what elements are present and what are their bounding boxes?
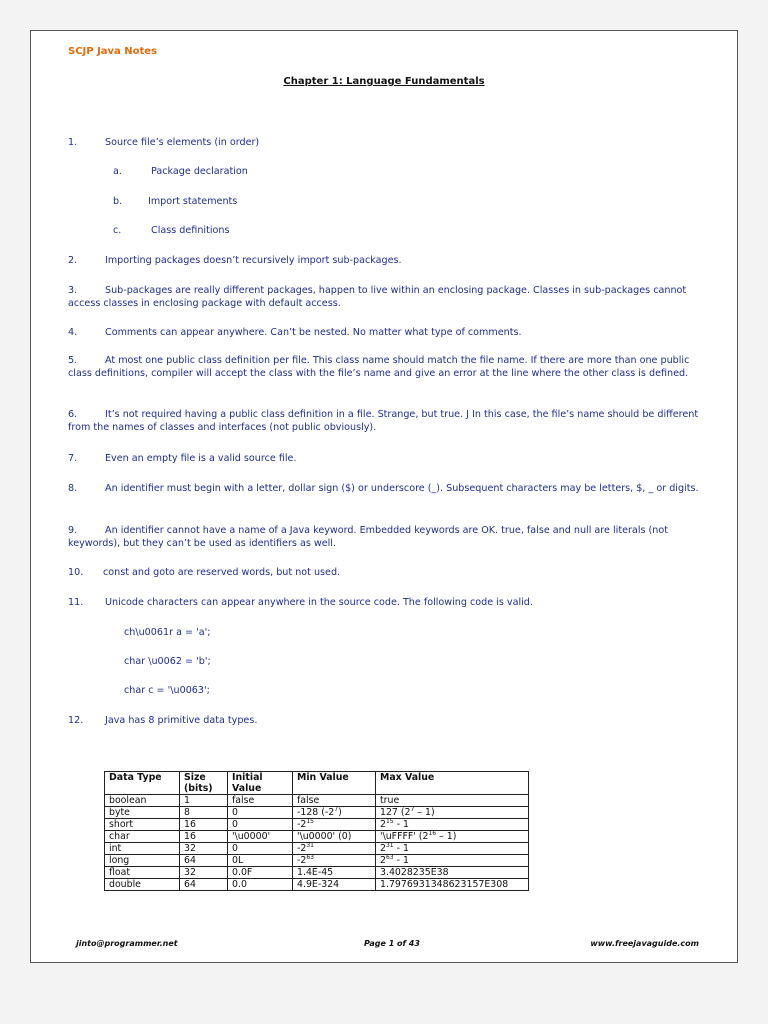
cell-initial-value: false [228,795,293,807]
cell-size: 32 [180,843,228,855]
cell-max-value-exponent: 15 [385,817,394,825]
table-body [105,795,529,891]
list-item [68,354,708,380]
header-size: Size (bits) [180,772,228,795]
cell-min-value [293,795,376,807]
code-line: ch\u0061r a = 'a'; [124,627,211,638]
cell-data-type: boolean [105,795,180,807]
cell-max-value-base: 2 [380,843,386,854]
cell-size: 16 [180,831,228,843]
sub-letter: c. [113,225,122,236]
table-row [105,843,529,855]
cell-data-type: float [105,867,180,879]
cell-size: 32 [180,867,228,879]
cell-max-value-base: true [380,795,400,806]
cell-min-value-base: '\u0000' (0) [297,831,352,842]
item-text: Sub-packages are really different packages, happen to live within an enclosing package. Classes in sub-packages cannot access classes in enclosing package with default access. [68,285,687,309]
cell-min-value-exponent: 7 [334,805,339,813]
item-text: An identifier must begin with a letter, dollar sign ($) or underscore (_). Subsequent characters may be letters, $, _ or digits. [105,483,699,494]
list-item [68,254,708,267]
cell-max-value [376,831,529,843]
list-item [68,524,708,550]
item-number: 2. [68,255,78,266]
item-number: 3. [68,285,78,296]
cell-max-value-base: 2 [380,819,386,830]
cell-min-value [293,807,376,819]
footer-page-number: Page 1 of 43 [364,939,420,948]
item-number: 1. [68,137,78,148]
list-item [68,482,708,495]
cell-initial-value: 0 [228,807,293,819]
cell-size: 1 [180,795,228,807]
sub-letter: b. [113,196,123,207]
cell-max-value-tail: – 1) [436,831,457,842]
table-row [105,819,529,831]
cell-initial-value: 0L [228,855,293,867]
item-number: 5. [68,355,78,366]
header-data-type: Data Type [105,772,180,795]
cell-data-type: long [105,855,180,867]
item-text: Importing packages doesn’t recursively import sub-packages. [105,255,402,266]
list-item [68,408,708,434]
cell-data-type: double [105,879,180,891]
cell-size: 16 [180,819,228,831]
primitive-types-table [104,771,529,891]
item-number: 6. [68,409,78,420]
table-row [105,855,529,867]
sub-item [113,224,229,237]
list-item [68,566,708,579]
sub-text: Class definitions [151,225,230,236]
cell-max-value [376,795,529,807]
cell-min-value-exponent: 15 [306,817,314,825]
table-row [105,831,529,843]
cell-min-value-base: -2 [297,843,307,854]
item-text: Java has 8 primitive data types. [105,715,258,726]
item-number: 7. [68,453,78,464]
cell-max-value [376,879,529,891]
cell-initial-value: 0.0F [228,867,293,879]
table-row [105,795,529,807]
item-text: Even an empty file is a valid source file. [105,453,297,464]
cell-min-value-base: 1.4E-45 [297,867,334,878]
table-row [105,879,529,891]
cell-min-value-exponent: 31 [306,841,314,849]
code-line: char \u0062 = 'b'; [124,656,211,667]
cell-data-type: byte [105,807,180,819]
cell-max-value [376,819,529,831]
list-item [68,596,708,609]
header-initial-value: Initial Value [228,772,293,795]
cell-min-value-base: -128 (-2 [297,807,335,818]
item-text: Source file’s elements (in order) [105,137,260,148]
cell-max-value-tail: – 1) [414,807,435,818]
header-title: SCJP Java Notes [68,46,158,57]
document-page [30,30,738,963]
cell-size: 8 [180,807,228,819]
cell-initial-value: 0.0 [228,879,293,891]
sub-text: Import statements [148,196,238,207]
item-text: Comments can appear anywhere. Can’t be nested. No matter what type of comments. [105,327,522,338]
cell-data-type: short [105,819,180,831]
item-text: An identifier cannot have a name of a Java keyword. Embedded keywords are OK. true, false and null are literals (not keywords), but they can’t be used as identifiers as well. [68,525,668,549]
item-text: const and goto are reserved words, but not used. [103,567,341,578]
item-number: 9. [68,525,78,536]
item-number: 8. [68,483,78,494]
cell-initial-value: 0 [228,819,293,831]
list-item [68,452,708,465]
cell-initial-value: '\u0000' [228,831,293,843]
header-min-value: Min Value [293,772,376,795]
list-item [68,284,708,310]
list-item [68,326,708,339]
cell-min-value [293,819,376,831]
cell-max-value-base: 1.7976931348623157E308 [380,879,509,890]
item-number: 12. [68,715,84,726]
cell-max-value-exponent: 31 [385,841,394,849]
sub-item [113,165,248,178]
sub-letter: a. [113,166,122,177]
cell-min-value-base: -2 [297,819,307,830]
header-max-value: Max Value [376,772,529,795]
cell-min-value [293,867,376,879]
cell-min-value-base: -2 [297,855,307,866]
cell-max-value [376,807,529,819]
cell-min-value-base: false [297,795,320,806]
cell-max-value-base: 2 [380,855,386,866]
cell-max-value-base: 127 (2 [380,807,411,818]
table-header-row [105,772,529,795]
table-row [105,807,529,819]
cell-min-value [293,855,376,867]
cell-max-value [376,843,529,855]
cell-data-type: char [105,831,180,843]
cell-max-value-tail: - 1 [393,819,409,830]
item-text: It’s not required having a public class definition in a file. Strange, but true. J In this case, the file’s name should be different from the names of classes and interfaces (not public obviously). [68,409,699,433]
item-number: 11. [68,597,84,608]
cell-max-value [376,855,529,867]
cell-max-value [376,867,529,879]
item-number: 4. [68,327,78,338]
cell-min-value-tail: ) [338,807,342,818]
cell-size: 64 [180,855,228,867]
cell-min-value [293,843,376,855]
item-number: 10. [68,567,84,578]
footer-site: www.freejavaguide.com [590,939,699,948]
item-text: Unicode characters can appear anywhere in the source code. The following code is valid. [105,597,533,608]
cell-max-value-exponent: 16 [428,829,437,837]
cell-initial-value: 0 [228,843,293,855]
cell-data-type: int [105,843,180,855]
footer-email: jinto@programmer.net [76,939,178,948]
cell-max-value-tail: - 1 [393,855,409,866]
list-item [68,136,708,149]
cell-max-value-exponent: 7 [410,805,415,813]
item-text: At most one public class definition per file. This class name should match the file name. If there are more than one public class definitions, compiler will accept the class with the file’s name and give an error at the line where the other class is defined. [68,355,690,379]
sub-text: Package declaration [151,166,248,177]
cell-size: 64 [180,879,228,891]
table-row [105,867,529,879]
cell-max-value-base: 3.4028235E38 [380,867,449,878]
cell-max-value-base: '\uFFFF' (2 [380,831,429,842]
list-item [68,714,708,727]
code-line: char c = '\u0063'; [124,685,210,696]
sub-item [113,195,237,208]
cell-min-value-exponent: 63 [306,853,314,861]
cell-min-value [293,831,376,843]
cell-min-value-base: 4.9E-324 [297,879,340,890]
cell-max-value-exponent: 63 [385,853,394,861]
cell-max-value-tail: - 1 [393,843,409,854]
chapter-title: Chapter 1: Language Fundamentals [283,76,485,87]
cell-min-value [293,879,376,891]
